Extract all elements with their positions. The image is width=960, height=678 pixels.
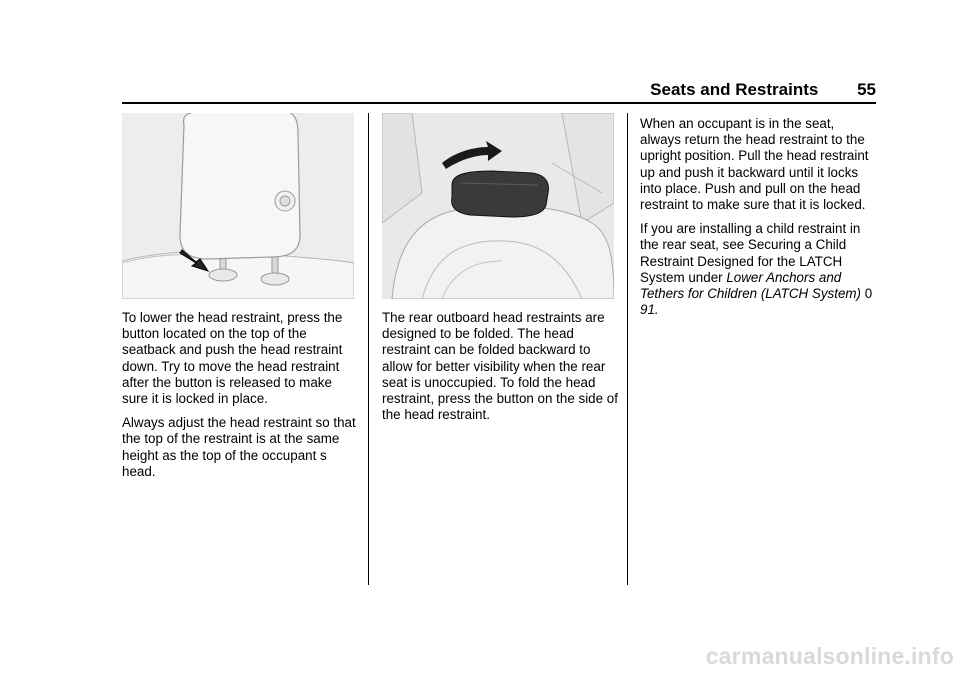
paragraph-latch-reference bbox=[640, 221, 876, 318]
cross-reference-link[interactable]: Lower Anchors and Tethers for Children (LATCH System) bbox=[640, 269, 862, 302]
column-1-text bbox=[122, 310, 358, 488]
page-header bbox=[122, 80, 876, 102]
paragraph: To lower the head restraint, press the button located on the top of the seatback and push the head restraint down. Try to move the head restraint after the button is released to make sure it is locked in place. bbox=[122, 310, 343, 407]
paragraph: Always adjust the head restraint so that the top of the restraint is at the same height as the top of the occupant s head. bbox=[122, 415, 356, 479]
head-restraint-button-illustration bbox=[122, 113, 354, 299]
page-reference-number[interactable]: 91. bbox=[640, 302, 659, 318]
head-restraint-drawing bbox=[122, 113, 354, 299]
header-rule bbox=[122, 102, 876, 104]
column-2-text bbox=[382, 310, 618, 431]
folded-rear-head-restraint-illustration bbox=[382, 113, 614, 299]
paragraph-text: If you are installing a child restraint in the rear seat, see Securing a Child Restraint Designed for the LATCH System under bbox=[640, 221, 861, 285]
column-divider-1 bbox=[368, 113, 369, 585]
page-reference-icon: 0 bbox=[864, 286, 873, 302]
page-number: 55 bbox=[857, 80, 876, 99]
watermark: carmanualsonline.info bbox=[705, 643, 954, 669]
section-title: Seats and Restraints bbox=[650, 80, 819, 99]
column-3-text bbox=[640, 116, 876, 326]
paragraph: When an occupant is in the seat, always return the head restraint to the upright position. Pull the head restraint up and push it backward until it locks into place. Push and pull on the head restraint to make sure that it is locked. bbox=[640, 116, 869, 213]
paragraph: The rear outboard head restraints are designed to be folded. The head restraint can be folded backward to allow for better visibility when the rear seat is unoccupied. To fold the head restraint, press the button on the side of the head restraint. bbox=[382, 310, 618, 423]
column-divider-2 bbox=[627, 113, 628, 585]
rear-seat-drawing bbox=[382, 113, 614, 299]
